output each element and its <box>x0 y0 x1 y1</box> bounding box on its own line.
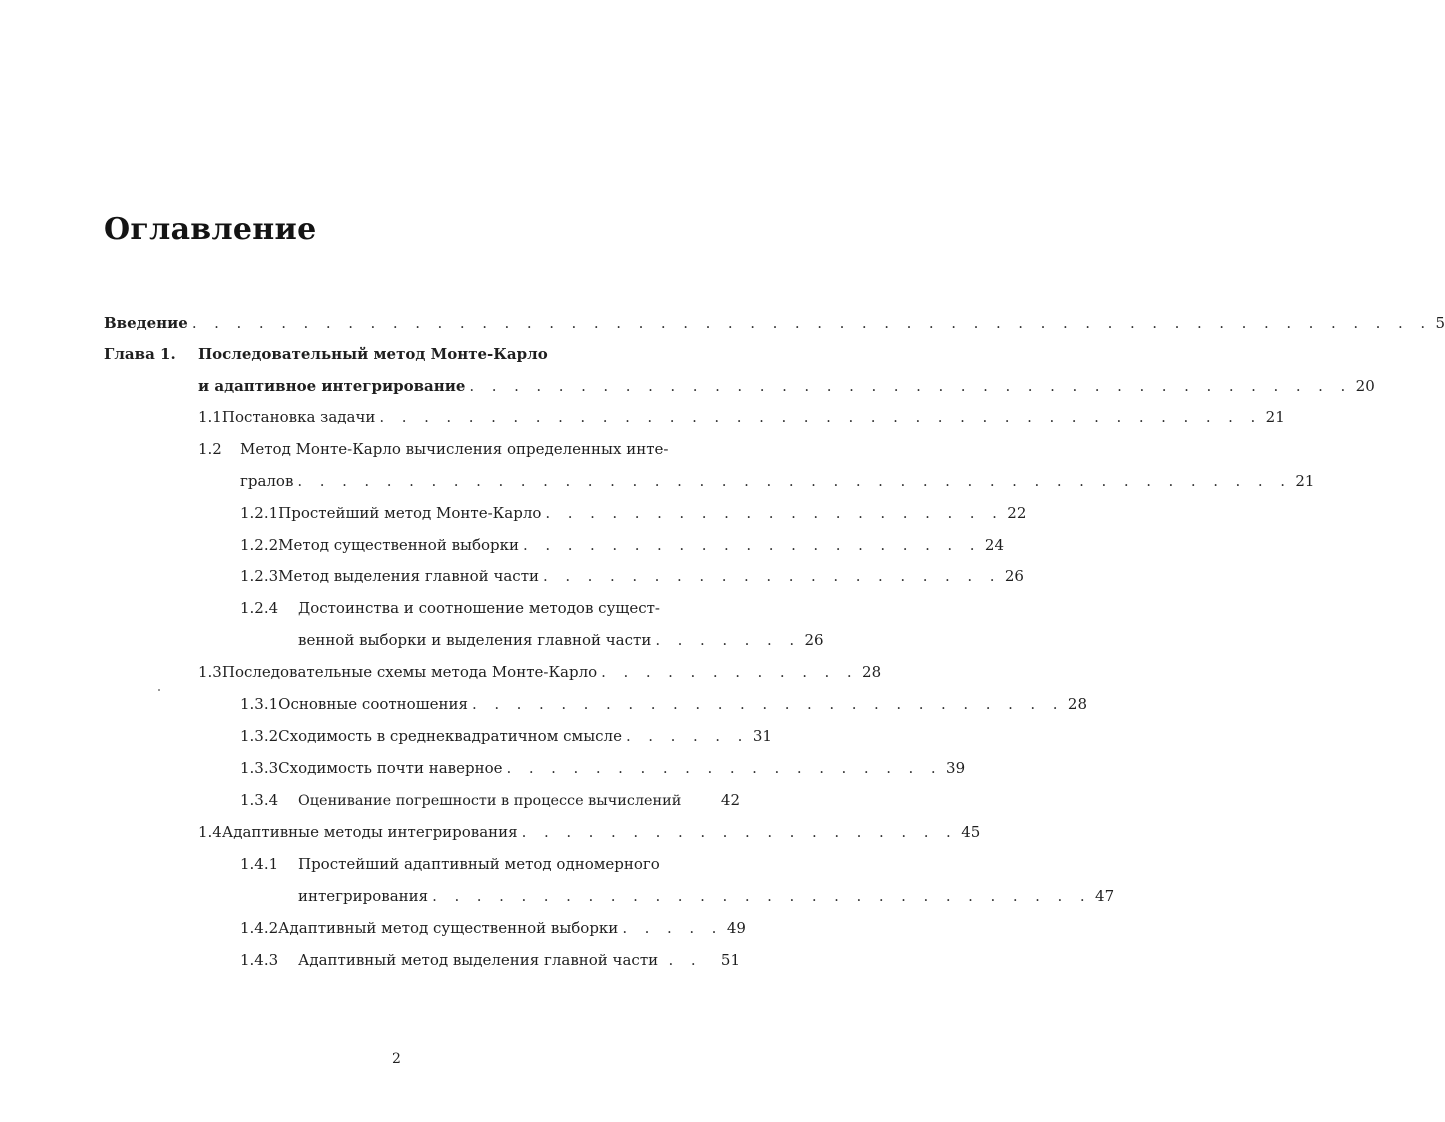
toc-entry-title: Адаптивный метод выделения главной части <box>298 951 659 969</box>
leader-dots: . . . . . . . <box>655 631 801 649</box>
leader-dots: . . . . . . . . . . . . . . . . . . . . . . . . . . . <box>472 695 1064 713</box>
leader-dots: . . <box>668 951 702 969</box>
toc-entry-page: 49 <box>726 919 746 937</box>
toc-entry-page: 22 <box>1007 504 1027 522</box>
toc-entry-page: 51 <box>720 951 740 969</box>
toc-entry-title: Метод существенной выборки <box>278 536 520 554</box>
toc-entry-page: 28 <box>862 663 882 681</box>
toc-entry-number: Глава 1. <box>104 345 176 363</box>
toc-entry[interactable] <box>198 374 1375 398</box>
toc-entry-number: 1.4 <box>198 823 222 841</box>
toc-subsection[interactable] <box>240 692 1088 716</box>
toc-subsection[interactable] <box>240 533 1005 557</box>
toc-subsection[interactable] <box>240 564 1024 588</box>
leader-dots: . . . . . . . . . . . . . . . . . . . . <box>521 823 958 841</box>
toc-entry[interactable] <box>298 628 824 652</box>
toc-subsection[interactable] <box>240 724 772 748</box>
toc-entry-page: 5 <box>1435 314 1445 332</box>
toc-entry-page: 26 <box>804 631 824 649</box>
toc-entry-title: интегрирования <box>298 887 429 905</box>
toc-section[interactable] <box>198 405 1285 429</box>
toc-entry-title: Сходимость почти наверное <box>278 759 503 777</box>
toc-entry-title: Адаптивный метод существенной выборки <box>278 919 619 937</box>
toc-entry-title: Достоинства и соотношение методов сущест- <box>298 599 660 617</box>
leader-dots: . . . . . . <box>625 727 749 745</box>
toc-entry-title: Простейший метод Монте-Карло <box>278 504 542 522</box>
toc-entry-page: 21 <box>1265 408 1285 426</box>
toc-entry-number: 1.3.2 <box>240 727 279 745</box>
toc-entry-title: Сходимость в среднеквадратичном смысле <box>278 727 622 745</box>
toc-entry-number: 1.2.2 <box>240 536 279 554</box>
page-title: Оглавление <box>104 212 317 247</box>
toc-entry-number: 1.2.1 <box>240 504 279 522</box>
toc-entry-page: 20 <box>1355 377 1375 395</box>
toc-entry-page: 39 <box>946 759 966 777</box>
toc-entry[interactable] <box>104 311 1445 335</box>
toc-entry-title: Простейший адаптивный метод одномерного <box>298 855 660 873</box>
toc-entry-title: гралов <box>240 472 294 490</box>
leader-dots: . . . . . . . . . . . . . . . . . . . . . . . . . . . . . . . . . . . . . . . . <box>379 408 1262 426</box>
toc-subsection[interactable] <box>240 501 1027 525</box>
leader-dots: . . . . . . . . . . . . . . . . . . . . . <box>545 504 1004 522</box>
toc-entry-number: 1.2.3 <box>240 567 279 585</box>
toc-section[interactable] <box>198 437 740 461</box>
toc-subsection[interactable] <box>240 916 746 940</box>
toc-entry-page: 26 <box>1004 567 1024 585</box>
toc-entry-number: 1.3.1 <box>240 695 279 713</box>
leader-dots: . . . . . . . . . . . . . . . . . . . . . . . . . . . . . . . . . . . . . . . . . . . . . <box>297 472 1292 490</box>
toc-subsection[interactable] <box>240 596 740 620</box>
leader-dots: . . . . . . . . . . . . . . . . . . . . . . . . . . . . . . . . . . . . . . . . . . . . . . . . . . . . . . . . <box>191 314 1432 332</box>
toc-entry-title: Метод выделения главной части <box>278 567 539 585</box>
toc-entry-title: Адаптивные методы интегрирования <box>221 823 518 841</box>
toc-entry[interactable] <box>240 469 1315 493</box>
toc-entry-title: Оценивание погрешности в процессе вычислений <box>298 793 682 809</box>
toc-entry-number: 1.3.3 <box>240 759 279 777</box>
toc-entry-page: 24 <box>984 536 1005 554</box>
toc-entry-title: Метод Монте-Карло вычисления определенных инте- <box>240 440 669 458</box>
toc-chapter[interactable] <box>104 342 740 366</box>
page-number: 2 <box>392 1051 401 1067</box>
leader-dots: . . . . . . . . . . . . . . . . . . . . . . . . . . . . . . . . . . . . . . . . <box>469 377 1352 395</box>
toc-entry-title: и адаптивное интегрирование <box>198 377 466 395</box>
toc-entry-page: 42 <box>720 791 740 809</box>
leader-dots: . . . . . . . . . . . . <box>601 663 859 681</box>
toc-entry-number: 1.2 <box>198 440 222 458</box>
toc-section[interactable] <box>198 660 882 684</box>
toc-subsection[interactable] <box>240 852 740 876</box>
toc-entry-title: Основные соотношения <box>278 695 468 713</box>
leader-dots: . . . . . . . . . . . . . . . . . . . . <box>506 759 943 777</box>
toc-subsection[interactable] <box>240 948 740 972</box>
toc-entry-number: 1.4.3 <box>240 951 279 969</box>
toc-entry[interactable] <box>298 884 1115 908</box>
toc-entry-page: 31 <box>752 727 772 745</box>
toc-entry-number: 1.2.4 <box>240 599 279 617</box>
toc-entry-number: 1.3.4 <box>240 791 279 809</box>
toc-entry-title: Введение <box>104 314 188 332</box>
toc-entry-page: 47 <box>1095 887 1115 905</box>
toc-entry-title: Последовательный метод Монте-Карло <box>198 345 548 363</box>
leader-dots: . . . . . . . . . . . . . . . . . . . . . <box>523 536 981 554</box>
toc-entry-number: 1.1 <box>198 408 222 426</box>
toc-entry-page: 45 <box>961 823 981 841</box>
toc-entry-page: 28 <box>1067 695 1088 713</box>
leader-dots: . . . . . <box>622 919 723 937</box>
toc-section[interactable] <box>198 820 981 844</box>
toc-subsection[interactable] <box>240 788 740 812</box>
toc-entry-title: венной выборки и выделения главной части <box>298 631 652 649</box>
toc-entry-page: 21 <box>1295 472 1315 490</box>
toc-entry-title: Постановка задачи <box>221 408 376 426</box>
toc-subsection[interactable] <box>240 756 966 780</box>
toc-entry-title: Последовательные схемы метода Монте-Карло <box>221 663 598 681</box>
toc-entry-number: 1.3 <box>198 663 222 681</box>
leader-dots: . . . . . . . . . . . . . . . . . . . . . <box>543 567 1001 585</box>
leader-dots: . . . . . . . . . . . . . . . . . . . . . . . . . . . . . . <box>432 887 1092 905</box>
toc-entry-number: 1.4.2 <box>240 919 279 937</box>
toc-entry-number: 1.4.1 <box>240 855 279 873</box>
scan-speck <box>158 689 160 691</box>
